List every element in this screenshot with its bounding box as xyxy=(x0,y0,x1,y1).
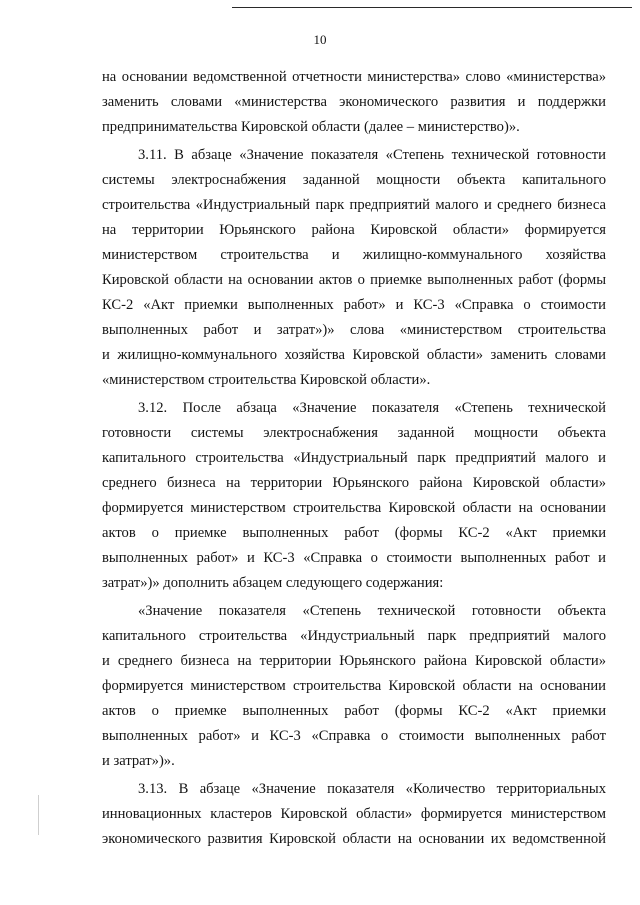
text-line: инновационных кластеров Кировской области» формируется министерством xyxy=(102,806,606,822)
text-line: выполненных работ» и КС-3 «Справка о стоимости выполненных работ и xyxy=(102,550,606,566)
text-line: «Значение показателя «Степень технической готовности объекта xyxy=(138,603,606,619)
text-line: КС-2 «Акт приемки выполненных работ» и КС-3 «Справка о стоимости xyxy=(102,297,606,313)
text-line: строительства «Индустриальный парк предприятий малого и среднего бизнеса xyxy=(102,197,606,213)
text-line: формируется министерством строительства Кировской области на основании xyxy=(102,500,606,516)
text-line: на территории Юрьянского района Кировской области» формируется xyxy=(102,222,606,238)
text-line: предпринимательства Кировской области (далее – министерство)». xyxy=(102,119,520,135)
text-line: и жилищно-коммунального хозяйства Кировской области» заменить словами xyxy=(102,347,606,363)
text-line: на основании ведомственной отчетности министерства» слово «министерства» xyxy=(102,69,606,85)
text-line: актов о приемке выполненных работ (формы КС-2 «Акт приемки xyxy=(102,525,606,541)
text-line: и среднего бизнеса на территории Юрьянского района Кировской области» xyxy=(102,653,606,669)
text-line: Кировской области на основании актов о приемке выполненных работ (формы xyxy=(102,272,606,288)
text-line: капитального строительства «Индустриальный парк предприятий малого xyxy=(102,628,606,644)
page-number: 10 xyxy=(313,32,327,47)
text-line: 3.13. В абзаце «Значение показателя «Количество территориальных xyxy=(138,781,606,797)
text-line: «министерством строительства Кировской области». xyxy=(102,372,431,388)
text-line: затрат»)» дополнить абзацем следующего содержания: xyxy=(102,575,444,591)
text-line: выполненных работ» и КС-3 «Справка о стоимости выполненных работ xyxy=(102,728,606,744)
text-line: выполненных работ и затрат»)» слова «министерством строительства xyxy=(102,322,606,338)
text-line: экономического развития Кировской области на основании их ведомственной xyxy=(102,831,606,847)
text-line: заменить словами «министерства экономического развития и поддержки xyxy=(102,94,606,110)
text-line: и затрат»)». xyxy=(102,753,175,769)
margin-speck xyxy=(38,795,39,835)
text-line: формируется министерством строительства Кировской области на основании xyxy=(102,678,606,694)
text-line: готовности системы электроснабжения заданной мощности объекта xyxy=(102,425,606,441)
text-line: министерством строительства и жилищно-коммунального хозяйства xyxy=(102,247,606,263)
text-line: капитального строительства «Индустриальный парк предприятий малого и xyxy=(102,450,606,466)
text-line: 3.11. В абзаце «Значение показателя «Степень технической готовности xyxy=(138,147,606,163)
text-line: системы электроснабжения заданной мощности объекта капитального xyxy=(102,172,606,188)
top-rule xyxy=(232,7,632,8)
text-line: 3.12. После абзаца «Значение показателя «Степень технической xyxy=(138,400,606,416)
text-line: среднего бизнеса на территории Юрьянского района Кировской области» xyxy=(102,475,606,491)
text-line: актов о приемке выполненных работ (формы КС-2 «Акт приемки xyxy=(102,703,606,719)
